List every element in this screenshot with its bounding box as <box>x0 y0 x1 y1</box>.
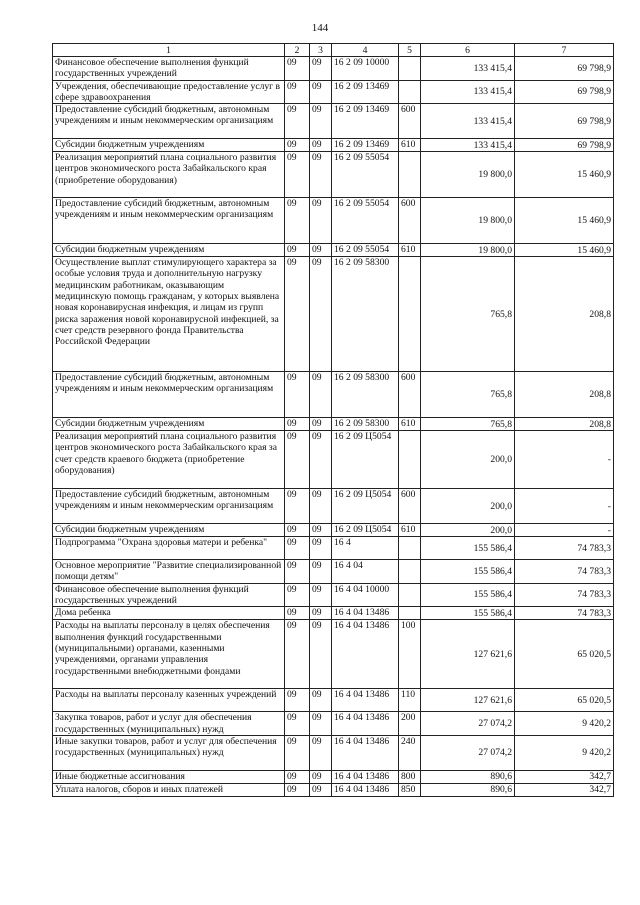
target-article-cell: 16 2 09 13469 <box>332 104 399 139</box>
table-row <box>53 735 614 770</box>
subsection-code-cell: 09 <box>310 80 332 104</box>
column-number-row <box>53 44 614 57</box>
amount-planned-cell: 19 800,0 <box>421 198 515 244</box>
expense-type-cell <box>399 80 421 104</box>
expense-type-cell: 240 <box>399 735 421 770</box>
subsection-code-cell: 09 <box>310 537 332 560</box>
target-article-cell: 16 4 04 13486 <box>332 607 399 620</box>
amount-executed-cell: 9 420,2 <box>515 712 614 736</box>
table-row <box>53 198 614 244</box>
amount-planned-cell: 133 415,4 <box>421 57 515 81</box>
target-article-cell: 16 2 09 55054 <box>332 198 399 244</box>
subsection-code-cell: 09 <box>310 770 332 783</box>
row-name-cell: Учреждения, обеспечивающие предоставление услуг в сфере здравоохранения <box>53 80 285 104</box>
target-article-cell: 16 4 04 13486 <box>332 689 399 712</box>
target-article-cell: 16 4 04 13486 <box>332 783 399 796</box>
amount-executed-cell: - <box>515 489 614 524</box>
table-row <box>53 418 614 431</box>
expense-type-cell: 610 <box>399 418 421 431</box>
subsection-code-cell: 09 <box>310 689 332 712</box>
expense-type-cell: 850 <box>399 783 421 796</box>
expense-type-cell: 800 <box>399 770 421 783</box>
column-header: 2 <box>285 44 310 57</box>
amount-executed-cell: - <box>515 431 614 489</box>
section-code-cell: 09 <box>285 489 310 524</box>
table-row <box>53 783 614 796</box>
amount-planned-cell: 155 586,4 <box>421 607 515 620</box>
expense-type-cell <box>399 607 421 620</box>
amount-planned-cell: 27 074,2 <box>421 712 515 736</box>
subsection-code-cell: 09 <box>310 418 332 431</box>
target-article-cell: 16 2 09 Ц5054 <box>332 431 399 489</box>
expense-type-cell: 600 <box>399 489 421 524</box>
amount-planned-cell: 19 800,0 <box>421 244 515 257</box>
row-name-cell: Реализация мероприятий плана социального развития центров экономического роста Забайкальского края (приобретение оборудования) <box>53 152 285 198</box>
amount-planned-cell: 765,8 <box>421 418 515 431</box>
expense-type-cell: 610 <box>399 139 421 152</box>
row-name-cell: Закупка товаров, работ и услуг для обеспечения государственных (муниципальных) нужд <box>53 712 285 736</box>
expense-type-cell: 110 <box>399 689 421 712</box>
amount-planned-cell: 155 586,4 <box>421 537 515 560</box>
row-name-cell: Предоставление субсидий бюджетным, автономным учреждениям и иным некоммерческим организациям <box>53 372 285 418</box>
subsection-code-cell: 09 <box>310 783 332 796</box>
subsection-code-cell: 09 <box>310 257 332 372</box>
subsection-code-cell: 09 <box>310 372 332 418</box>
amount-executed-cell: 74 783,3 <box>515 537 614 560</box>
section-code-cell: 09 <box>285 770 310 783</box>
row-name-cell: Субсидии бюджетным учреждениям <box>53 418 285 431</box>
table-row <box>53 257 614 372</box>
table-row <box>53 537 614 560</box>
section-code-cell: 09 <box>285 418 310 431</box>
target-article-cell: 16 2 09 55054 <box>332 152 399 198</box>
target-article-cell: 16 4 04 13486 <box>332 735 399 770</box>
section-code-cell: 09 <box>285 198 310 244</box>
amount-executed-cell: 9 420,2 <box>515 735 614 770</box>
table-row <box>53 372 614 418</box>
section-code-cell: 09 <box>285 712 310 736</box>
target-article-cell: 16 4 04 13486 <box>332 620 399 689</box>
amount-planned-cell: 155 586,4 <box>421 583 515 607</box>
amount-executed-cell: 65 020,5 <box>515 620 614 689</box>
amount-planned-cell: 890,6 <box>421 783 515 796</box>
target-article-cell: 16 2 09 58300 <box>332 418 399 431</box>
row-name-cell: Субсидии бюджетным учреждениям <box>53 139 285 152</box>
section-code-cell: 09 <box>285 689 310 712</box>
section-code-cell: 09 <box>285 620 310 689</box>
expense-type-cell <box>399 431 421 489</box>
amount-executed-cell: 69 798,9 <box>515 80 614 104</box>
subsection-code-cell: 09 <box>310 607 332 620</box>
target-article-cell: 16 4 <box>332 537 399 560</box>
expense-type-cell: 600 <box>399 372 421 418</box>
column-header: 4 <box>332 44 399 57</box>
row-name-cell: Субсидии бюджетным учреждениям <box>53 244 285 257</box>
row-name-cell: Расходы на выплаты персоналу казенных учреждений <box>53 689 285 712</box>
target-article-cell: 16 4 04 10000 <box>332 583 399 607</box>
row-name-cell: Подпрограмма "Охрана здоровья матери и ребенка" <box>53 537 285 560</box>
target-article-cell: 16 4 04 13486 <box>332 712 399 736</box>
table-row <box>53 770 614 783</box>
target-article-cell: 16 2 09 55054 <box>332 244 399 257</box>
expense-type-cell <box>399 257 421 372</box>
section-code-cell: 09 <box>285 244 310 257</box>
table-row <box>53 80 614 104</box>
column-header: 7 <box>515 44 614 57</box>
subsection-code-cell: 09 <box>310 104 332 139</box>
expense-type-cell <box>399 560 421 584</box>
subsection-code-cell: 09 <box>310 198 332 244</box>
amount-planned-cell: 765,8 <box>421 257 515 372</box>
amount-executed-cell: 208,8 <box>515 372 614 418</box>
amount-planned-cell: 133 415,4 <box>421 80 515 104</box>
amount-planned-cell: 200,0 <box>421 524 515 537</box>
table-row <box>53 139 614 152</box>
section-code-cell: 09 <box>285 560 310 584</box>
row-name-cell: Уплата налогов, сборов и иных платежей <box>53 783 285 796</box>
row-name-cell: Основное мероприятие "Развитие специализированной помощи детям" <box>53 560 285 584</box>
amount-planned-cell: 133 415,4 <box>421 139 515 152</box>
subsection-code-cell: 09 <box>310 583 332 607</box>
row-name-cell: Осуществление выплат стимулирующего характера за особые условия труда и дополнительную нагрузку медицинским работникам, оказывающим медицинскую помощь гражданам, у которых выявлена новая коронавирусная инфекция, и лицам из групп риска заражения новой коронавирусной инфекцией, за счет средств резервного фонда Правительства Российской Федерации <box>53 257 285 372</box>
amount-executed-cell: 65 020,5 <box>515 689 614 712</box>
amount-executed-cell: 15 460,9 <box>515 244 614 257</box>
row-name-cell: Иные бюджетные ассигнования <box>53 770 285 783</box>
section-code-cell: 09 <box>285 783 310 796</box>
subsection-code-cell: 09 <box>310 735 332 770</box>
row-name-cell: Предоставление субсидий бюджетным, автономным учреждениям и иным некоммерческим организациям <box>53 489 285 524</box>
amount-planned-cell: 27 074,2 <box>421 735 515 770</box>
amount-executed-cell: - <box>515 524 614 537</box>
amount-executed-cell: 74 783,3 <box>515 560 614 584</box>
section-code-cell: 09 <box>285 139 310 152</box>
subsection-code-cell: 09 <box>310 57 332 81</box>
section-code-cell: 09 <box>285 735 310 770</box>
subsection-code-cell: 09 <box>310 560 332 584</box>
target-article-cell: 16 2 09 Ц5054 <box>332 489 399 524</box>
subsection-code-cell: 09 <box>310 620 332 689</box>
expense-type-cell: 610 <box>399 524 421 537</box>
section-code-cell: 09 <box>285 607 310 620</box>
amount-executed-cell: 342,7 <box>515 770 614 783</box>
expense-type-cell: 610 <box>399 244 421 257</box>
target-article-cell: 16 2 09 13469 <box>332 139 399 152</box>
section-code-cell: 09 <box>285 583 310 607</box>
expense-type-cell: 600 <box>399 198 421 244</box>
row-name-cell: Расходы на выплаты персоналу в целях обеспечения выполнения функций государственными (муниципальными) органами, казенными учреждениями, органами управления государственными внебюджетными фондами <box>53 620 285 689</box>
table-row <box>53 244 614 257</box>
expense-type-cell: 200 <box>399 712 421 736</box>
section-code-cell: 09 <box>285 372 310 418</box>
amount-executed-cell: 69 798,9 <box>515 104 614 139</box>
column-header: 5 <box>399 44 421 57</box>
section-code-cell: 09 <box>285 152 310 198</box>
amount-executed-cell: 15 460,9 <box>515 198 614 244</box>
subsection-code-cell: 09 <box>310 244 332 257</box>
target-article-cell: 16 2 09 13469 <box>332 80 399 104</box>
amount-executed-cell: 74 783,3 <box>515 607 614 620</box>
amount-executed-cell: 74 783,3 <box>515 583 614 607</box>
subsection-code-cell: 09 <box>310 489 332 524</box>
expense-type-cell <box>399 583 421 607</box>
row-name-cell: Финансовое обеспечение выполнения функций государственных учреждений <box>53 583 285 607</box>
table-row <box>53 620 614 689</box>
subsection-code-cell: 09 <box>310 431 332 489</box>
amount-executed-cell: 208,8 <box>515 257 614 372</box>
target-article-cell: 16 4 04 13486 <box>332 770 399 783</box>
amount-executed-cell: 15 460,9 <box>515 152 614 198</box>
amount-planned-cell: 127 621,6 <box>421 620 515 689</box>
row-name-cell: Предоставление субсидий бюджетным, автономным учреждениям и иным некоммерческим организациям <box>53 198 285 244</box>
subsection-code-cell: 09 <box>310 712 332 736</box>
column-header: 3 <box>310 44 332 57</box>
table-row <box>53 57 614 81</box>
expense-type-cell: 100 <box>399 620 421 689</box>
section-code-cell: 09 <box>285 537 310 560</box>
table-row <box>53 712 614 736</box>
expense-type-cell: 600 <box>399 104 421 139</box>
target-article-cell: 16 2 09 58300 <box>332 257 399 372</box>
row-name-cell: Иные закупки товаров, работ и услуг для обеспечения государственных (муниципальных) нужд <box>53 735 285 770</box>
section-code-cell: 09 <box>285 431 310 489</box>
amount-planned-cell: 19 800,0 <box>421 152 515 198</box>
subsection-code-cell: 09 <box>310 524 332 537</box>
column-header: 6 <box>421 44 515 57</box>
table-row <box>53 489 614 524</box>
row-name-cell: Финансовое обеспечение выполнения функций государственных учреждений <box>53 57 285 81</box>
target-article-cell: 16 2 09 Ц5054 <box>332 524 399 537</box>
section-code-cell: 09 <box>285 57 310 81</box>
amount-planned-cell: 890,6 <box>421 770 515 783</box>
budget-table <box>52 43 614 797</box>
section-code-cell: 09 <box>285 104 310 139</box>
section-code-cell: 09 <box>285 524 310 537</box>
row-name-cell: Дома ребенка <box>53 607 285 620</box>
table-row <box>53 689 614 712</box>
table-row <box>53 152 614 198</box>
subsection-code-cell: 09 <box>310 152 332 198</box>
amount-executed-cell: 342,7 <box>515 783 614 796</box>
amount-planned-cell: 133 415,4 <box>421 104 515 139</box>
subsection-code-cell: 09 <box>310 139 332 152</box>
row-name-cell: Предоставление субсидий бюджетным, автономным учреждениям и иным некоммерческим организациям <box>53 104 285 139</box>
amount-planned-cell: 200,0 <box>421 431 515 489</box>
amount-planned-cell: 765,8 <box>421 372 515 418</box>
table-row <box>53 104 614 139</box>
row-name-cell: Реализация мероприятий плана социального развития центров экономического роста Забайкальского края за счет средств краевого бюджета (приобретение оборудования) <box>53 431 285 489</box>
expense-type-cell <box>399 152 421 198</box>
table-row <box>53 583 614 607</box>
amount-planned-cell: 155 586,4 <box>421 560 515 584</box>
column-header: 1 <box>53 44 285 57</box>
amount-executed-cell: 208,8 <box>515 418 614 431</box>
table-row <box>53 524 614 537</box>
page-number: 144 <box>311 22 329 34</box>
table-row <box>53 431 614 489</box>
table-row <box>53 607 614 620</box>
target-article-cell: 16 4 04 <box>332 560 399 584</box>
expense-type-cell <box>399 57 421 81</box>
section-code-cell: 09 <box>285 257 310 372</box>
target-article-cell: 16 2 09 10000 <box>332 57 399 81</box>
expense-type-cell <box>399 537 421 560</box>
amount-executed-cell: 69 798,9 <box>515 139 614 152</box>
amount-planned-cell: 127 621,6 <box>421 689 515 712</box>
section-code-cell: 09 <box>285 80 310 104</box>
amount-executed-cell: 69 798,9 <box>515 57 614 81</box>
amount-planned-cell: 200,0 <box>421 489 515 524</box>
row-name-cell: Субсидии бюджетным учреждениям <box>53 524 285 537</box>
table-row <box>53 560 614 584</box>
target-article-cell: 16 2 09 58300 <box>332 372 399 418</box>
